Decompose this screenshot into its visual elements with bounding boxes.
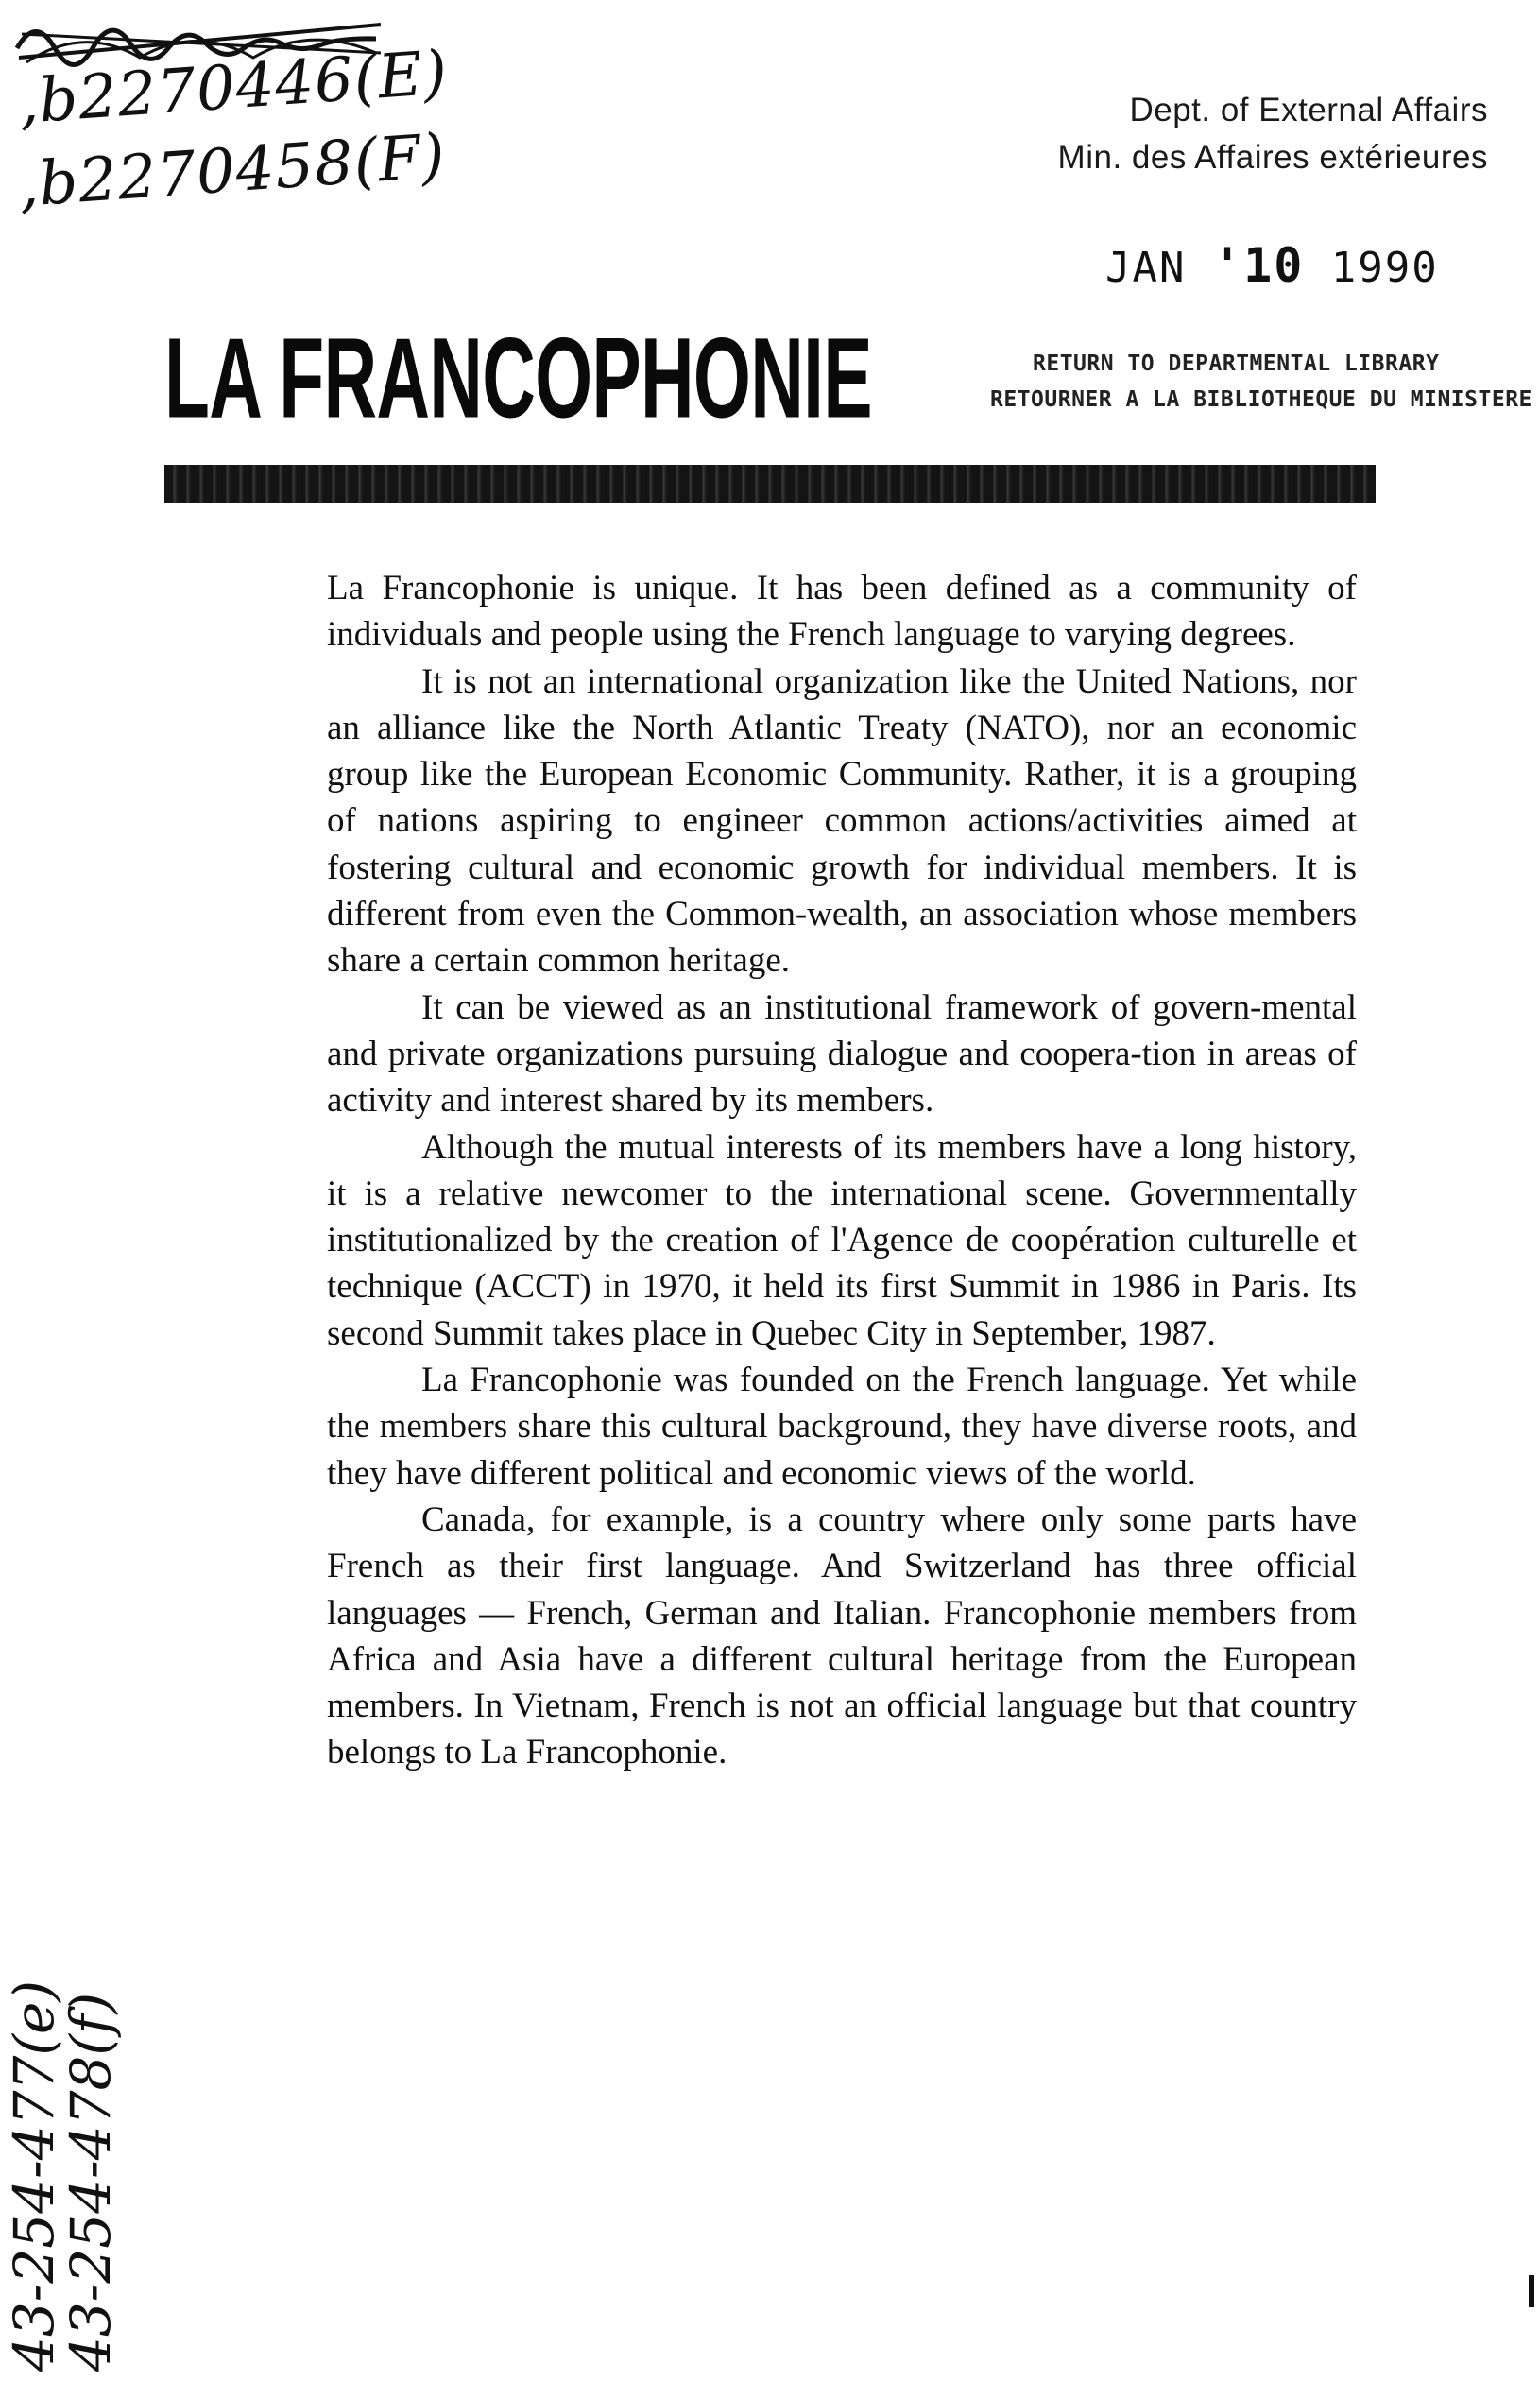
- date-year: 1990: [1330, 244, 1439, 292]
- library-return-notice: [990, 346, 1532, 418]
- handwritten-vertical-number-french: 43-254-478(f): [59, 1992, 123, 2372]
- paragraph-2: It is not an international organization like the United Nations, nor an alliance like the North Atlantic Treaty (NATO), nor an economic group like the European Economic Community. Rather, it is a grouping of nations aspiring to engineer common actions/activities aimed at fostering cultural and economic growth for individual members. It is different from even the Common-wealth, an association whose members share a certain common heritage.: [327, 661, 1357, 981]
- date-month: JAN: [1105, 244, 1187, 292]
- paragraph-5: La Francophonie was founded on the French language. Yet while the members share this cultural background, they have diverse roots, and they have different political and economic views of the world.: [327, 1361, 1357, 1493]
- date-day: '10: [1212, 238, 1305, 293]
- handwritten-catalog-number-english: ,b2270446(E): [16, 38, 451, 138]
- date-stamp: [1105, 238, 1439, 293]
- handwritten-catalog-number-french: ,b2270458(F): [16, 121, 449, 221]
- department-stamp: [1035, 87, 1488, 181]
- paragraph-3: It can be viewed as an institutional framework of govern-mental and private organizations pursuing dialogue and coopera-tion in areas of activity and interest shared by its members.: [327, 987, 1357, 1121]
- title-rule-divider: [164, 465, 1376, 503]
- return-notice-french: RETOURNER A LA BIBLIOTHEQUE DU MINISTERE: [990, 387, 1532, 412]
- body-text: [327, 565, 1357, 1776]
- document-title: LA FRANCOPHONIE: [164, 314, 872, 442]
- paragraph-4: Although the mutual interests of its members have a long history, it is a relative newcomer to the international scene. Governmentally institutionalized by the creation of l'Agence de coopération culturelle et technique (ACCT) in 1970, it held its first Summit in 1986 in Paris. Its second Summit takes place in Quebec City in September, 1987.: [327, 1127, 1357, 1353]
- department-name-french: Min. des Affaires extérieures: [1057, 139, 1488, 176]
- department-name-english: Dept. of External Affairs: [1129, 92, 1488, 128]
- paragraph-6: Canada, for example, is a country where only some parts have French as their first language. And Switzerland has three official languages — French, German and Italian. Francophonie members from Africa and Asia have a different cultural heritage from the European members. In Vietnam, French is not an official language but that country belongs to La Francophonie.: [327, 1499, 1357, 1773]
- scan-edge-mark: [1529, 2275, 1534, 2307]
- return-notice-english: RETURN TO DEPARTMENTAL LIBRARY: [1033, 351, 1440, 376]
- paragraph-1: La Francophonie is unique. It has been defined as a community of individuals and people using the French language to varying degrees.: [327, 569, 1357, 655]
- handwritten-vertical-number-english: 43-254-477(e): [2, 1980, 66, 2372]
